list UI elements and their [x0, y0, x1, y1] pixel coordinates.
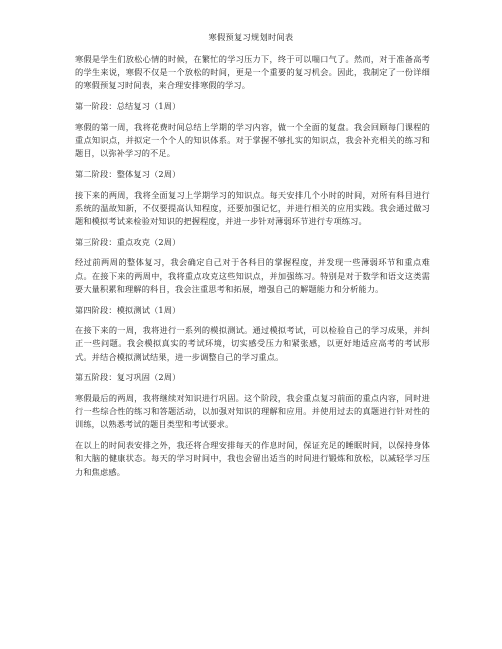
section-heading-5: 第五阶段：复习巩固（2周）	[75, 372, 181, 383]
document-title: 寒假预复习规划时间表	[208, 32, 294, 42]
intro-paragraph: 寒假是学生们放松心情的时候，在繁忙的学习压力下，终于可以喘口气了。然而，对于准备高考的学生来说，寒假不仅是一个放松的时间，更是一个重要的复习机会。因此，我制定了一份详细的寒假预复习时间表，来合理安排寒假的学习。	[75, 54, 430, 91]
section-body-4: 在接下来的一周，我将进行一系列的模拟测试。通过模拟考试，可以检验自己的学习成果，并纠正一些问题。我会模拟真实的考试环境，切实感受压力和紧张感，以更好地适应高考的考试形式。并结合模拟测试结果，进一步调整自己的学习重点。	[75, 325, 430, 362]
closing-paragraph: 在以上的时间表安排之外，我还将合理安排每天的作息时间，保证充足的睡眠时间，以保持身体和大脑的健康状态。每天的学习时间中，我也会留出适当的时间进行锻炼和放松，以减轻学习压力和焦虑感。	[75, 440, 430, 477]
section-body-1: 寒假的第一周，我将花费时间总结上学期的学习内容，做一个全面的复盘。我会回顾每门课程的重点知识点，并拟定一个个人的知识体系。对于掌握不够扎实的知识点，我会补充相关的练习和题目，以弥补学习的不足。	[75, 121, 430, 159]
section-body-5: 寒假最后的两周，我将继续对知识进行巩固。这个阶段，我会重点复习前面的重点内容，同时进行一些综合性的练习和答题活动，以加强对知识的理解和应用。并使用过去的真题进行针对性的训练，以熟悉考试的题目类型和考试要求。	[75, 393, 430, 430]
section-body-3: 经过前两周的整体复习，我会确定自己对于各科目的掌握程度，并发现一些薄弱环节和重点难点。在接下来的两周中，我将重点攻克这些知识点，并加强练习。特别是对于数学和语文这类需要大量积累和理解的科目，我会注重思考和拓展，增强自己的解题能力和分析能力。	[75, 257, 430, 294]
section-heading-3: 第三阶段：重点攻克（2周）	[75, 236, 181, 247]
document-body	[75, 53, 430, 486]
section-heading-1: 第一阶段：总结复习（1周）	[75, 101, 181, 112]
section-heading-4: 第四阶段：模拟测试（1周）	[75, 304, 181, 315]
section-heading-2: 第二阶段：整体复习（2周）	[75, 168, 181, 179]
section-body-2: 接下来的两周，我将全面复习上学期学习的知识点。每天安排几个小时的时间，对所有科目进行系统的温故知新，不仅要提高认知程度，还要加强记忆，并进行相关的应用实践。我会通过做习题和模拟考试来检验对知识的把握程度，并进一步针对薄弱环节进行专项练习。	[75, 189, 430, 227]
